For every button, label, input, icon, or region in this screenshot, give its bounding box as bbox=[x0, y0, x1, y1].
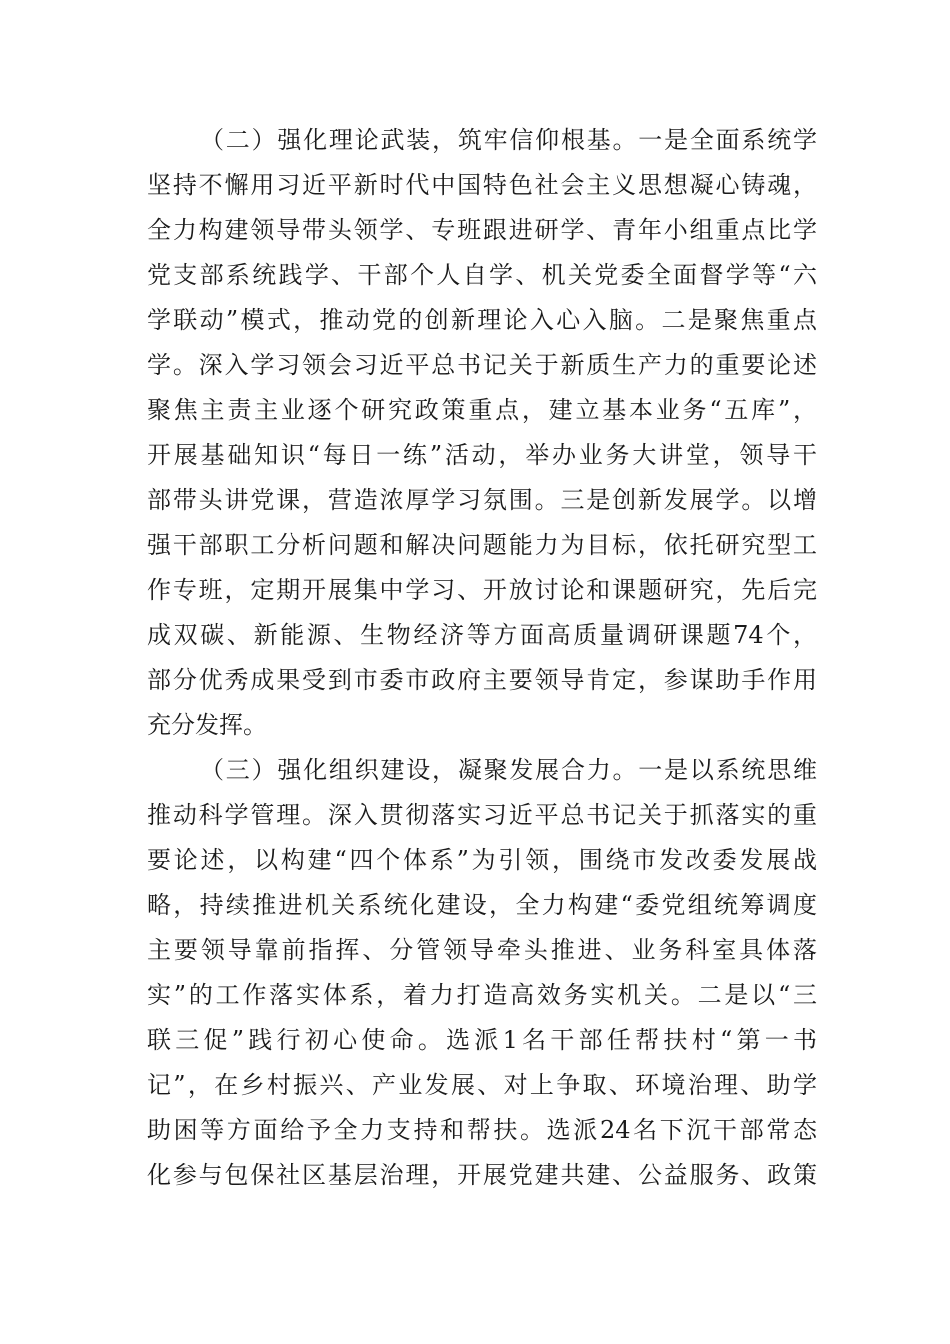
section-3-line-4: 略，持续推进机关系统化建设，全力构建“委党组统筹调度 bbox=[147, 891, 817, 919]
section-3-line-9: 助困等方面给予全力支持和帮扶。选派24名下沉干部常态 bbox=[147, 1116, 817, 1144]
section-2-line-11: 作专班，定期开展集中学习、开放讨论和课题研究，先后完 bbox=[147, 576, 817, 604]
section-2-line-14: 充分发挥。 bbox=[147, 711, 267, 739]
section-2-line-1: （二）强化理论武装，筑牢信仰根基。一是全面系统学 bbox=[200, 126, 817, 154]
section-3-line-2: 推动科学管理。深入贯彻落实习近平总书记关于抓落实的重 bbox=[147, 801, 817, 829]
section-2-line-7: 聚焦主责主业逐个研究政策重点，建立基本业务“五库”， bbox=[147, 396, 817, 424]
section-3-line-5: 主要领导靠前指挥、分管领导牵头推进、业务科室具体落 bbox=[147, 936, 817, 964]
section-2-line-13: 部分优秀成果受到市委市政府主要领导肯定，参谋助手作用 bbox=[147, 666, 817, 694]
section-3-line-7: 联三促”践行初心使命。选派1名干部任帮扶村“第一书 bbox=[147, 1026, 817, 1054]
section-3-line-3: 要论述，以构建“四个体系”为引领，围绕市发改委发展战 bbox=[147, 846, 817, 874]
section-2-line-3: 全力构建领导带头领学、专班跟进研学、青年小组重点比学 bbox=[147, 216, 817, 244]
section-2-line-6: 学。深入学习领会习近平总书记关于新质生产力的重要论述 bbox=[147, 351, 817, 379]
section-2-line-12: 成双碳、新能源、生物经济等方面高质量调研课题74个， bbox=[147, 621, 817, 649]
section-2-line-8: 开展基础知识“每日一练”活动，举办业务大讲堂，领导干 bbox=[147, 441, 817, 469]
section-2-line-9: 部带头讲党课，营造浓厚学习氛围。三是创新发展学。以增 bbox=[147, 486, 817, 514]
section-2-line-10: 强干部职工分析问题和解决问题能力为目标，依托研究型工 bbox=[147, 531, 817, 559]
section-2-line-2: 坚持不懈用习近平新时代中国特色社会主义思想凝心铸魂， bbox=[147, 171, 817, 199]
section-2-line-5: 学联动”模式，推动党的创新理论入心入脑。二是聚焦重点 bbox=[147, 306, 817, 334]
section-3-line-10: 化参与包保社区基层治理，开展党建共建、公益服务、政策 bbox=[147, 1161, 817, 1189]
section-3-line-8: 记”，在乡村振兴、产业发展、对上争取、环境治理、助学 bbox=[147, 1071, 817, 1099]
section-3-line-1: （三）强化组织建设，凝聚发展合力。一是以系统思维 bbox=[200, 756, 817, 784]
section-2-line-4: 党支部系统践学、干部个人自学、机关党委全面督学等“六 bbox=[147, 261, 817, 289]
section-3-line-6: 实”的工作落实体系，着力打造高效务实机关。二是以“三 bbox=[147, 981, 817, 1009]
